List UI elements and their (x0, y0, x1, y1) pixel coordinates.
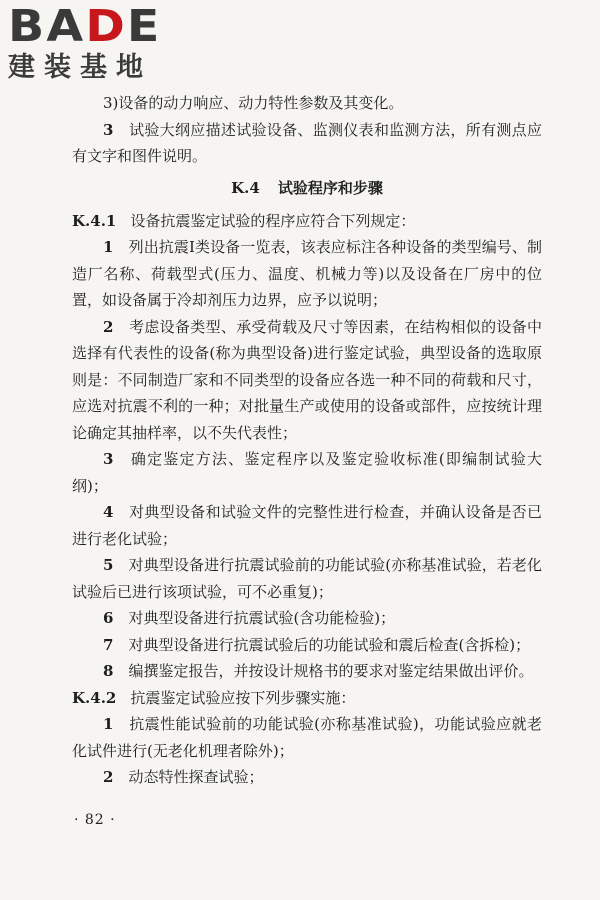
logo-brand: BADE (8, 1, 162, 52)
section-heading (72, 175, 542, 202)
clause-k42 (72, 685, 542, 712)
list-item: 5 对典型设备进行抗震试验前的功能试验(亦称基准试验，若老化试验后已进行该项试验，可不必重复)； (72, 556, 542, 601)
clause-text: 设备抗震鉴定试验的程序应符合下列规定： (130, 211, 416, 230)
clause-text: 抗震鉴定试验应按下列步骤实施： (130, 688, 356, 707)
list-item: 4 对典型设备和试验文件的完整性进行检查，并确认设备是否已进行老化试验； (72, 503, 542, 548)
clause-number: K.4.1 (72, 211, 117, 230)
list-item: 2 动态特性探查试验； (103, 768, 264, 786)
page-number: · 82 · (74, 812, 116, 828)
section-number: K.4 (231, 178, 260, 197)
list-item: 1 列出抗震Ⅰ类设备一览表，该表应标注各种设备的类型编号、制造厂名称、荷载型式(压力、温度、机械力等)以及设备在厂房中的位置，如设备属于冷却剂压力边界，应予以说明； (72, 238, 542, 309)
clause-k41 (72, 208, 542, 235)
paragraph-item-3: 3 试验大纲应描述试验设备、监测仪表和监测方法，所有测点应有文字和图件说明。 (72, 120, 542, 165)
list-item: 1 抗震性能试验前的功能试验(亦称基准试验)，功能试验应就老化试件进行(无老化机理者除外)； (72, 715, 542, 760)
list-item: 8 编撰鉴定报告，并按设计规格书的要求对鉴定结果做出评价。 (103, 662, 534, 680)
logo-brand-accent: D (85, 1, 127, 52)
list-item: 2 考虑设备类型、承受荷载及尺寸等因素，在结构相似的设备中选择有代表性的设备(称为典型设备)进行鉴定试验，典型设备的选取原则是：不同制造厂家和不同类型的设备应各选一种不同的荷载和尺寸，应选对抗震不利的一种；对批量生产或使用的设备或部件，应按统计理论确定其抽样率，以不失代表性； (72, 317, 542, 442)
list-item: 6 对典型设备进行抗震试验(含功能检验)； (103, 609, 396, 627)
list-item: 7 对典型设备进行抗震试验后的功能试验和震后检查(含拆检)； (103, 635, 531, 654)
logo (8, 1, 178, 84)
paragraph-item-3-sub: 3)设备的动力响应、动力特性参数及其变化。 (103, 94, 404, 112)
clause-number: K.4.2 (72, 688, 117, 707)
document-body (72, 90, 542, 791)
section-title: 试验程序和步骤 (277, 178, 383, 197)
logo-chinese: 建装基地 (8, 52, 152, 83)
list-item: 3 确定鉴定方法、鉴定程序以及鉴定验收标准(即编制试验大纲)； (72, 450, 542, 495)
